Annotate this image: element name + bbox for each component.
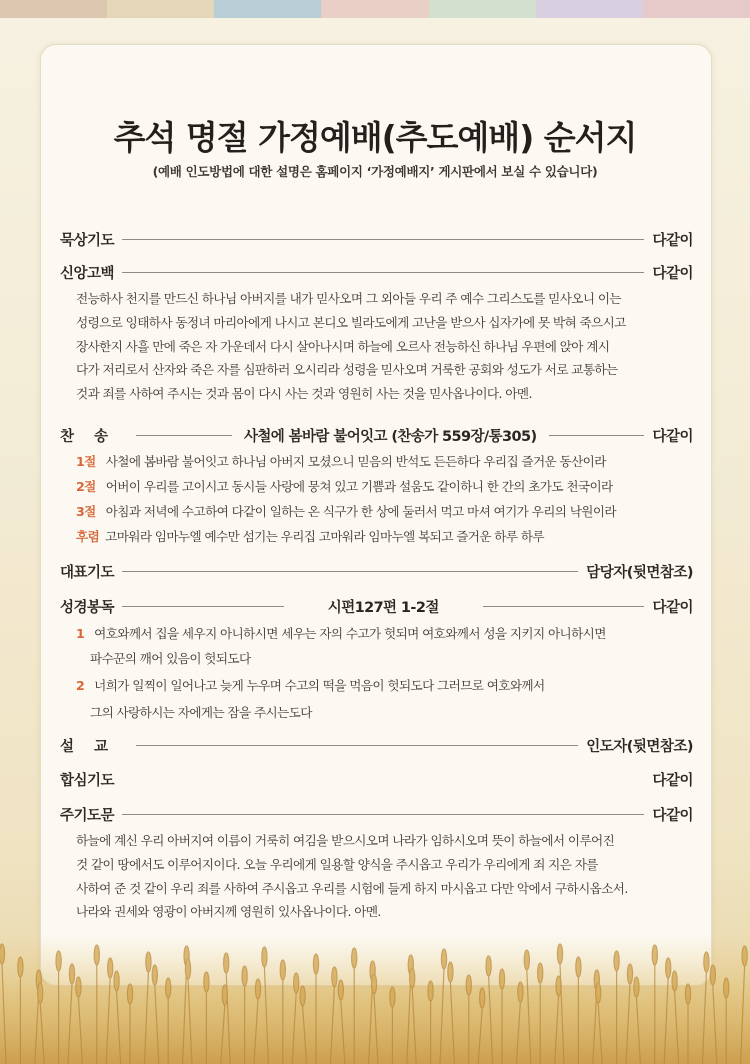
wheat-head: [724, 978, 729, 998]
row-value: 다같이: [652, 599, 694, 616]
row-label: 찬송: [60, 428, 129, 445]
color-strip: [536, 0, 643, 18]
verse-number: 3절: [76, 504, 96, 519]
hymn-title: 사철에 봄바람 불어잇고 (찬송가 559장/통305): [243, 428, 537, 445]
wheat-head: [204, 972, 209, 992]
wheat-head: [280, 960, 285, 980]
wheat-head: [255, 979, 260, 999]
wheat-head: [704, 952, 709, 972]
row-unison-prayer: [60, 768, 693, 790]
scripture-verse: [76, 623, 696, 645]
scripture-verse-continued: [90, 648, 710, 670]
row-label: 설교: [60, 738, 129, 755]
wheat-head: [166, 978, 171, 998]
wheat-head: [76, 977, 81, 997]
row-value: 담당자(뒷면참조): [586, 564, 693, 581]
wheat-head: [486, 956, 491, 976]
wheat-head: [56, 951, 61, 971]
row-value: 다같이: [652, 265, 693, 282]
row-value: 다같이: [652, 428, 694, 445]
hymn-refrain: [76, 526, 696, 548]
text-line: 사하여 준 것 같이 우리 죄를 사하여 주시옵고 우리를 시험에 들게 하지 마시옵고 다만 악에서 구하시옵소서.: [76, 880, 628, 896]
wheat-head: [557, 944, 562, 964]
wheat-head: [524, 950, 529, 970]
verse-number: 후렴: [76, 529, 100, 544]
wheat-head: [710, 965, 715, 985]
wheat-head: [69, 964, 74, 984]
row-scripture: [60, 595, 693, 617]
wheat-head: [685, 984, 690, 1004]
creed-text: [76, 287, 696, 406]
wheat-head: [94, 945, 99, 965]
color-strip: [321, 0, 428, 18]
scripture-verse-continued: [90, 702, 710, 724]
verse-text: 사철에 봄바람 불어잇고 하나님 아버지 모셨으니 믿음의 반석도 든든하다 우리집 즐거운 동산이라: [105, 454, 606, 469]
wheat-head: [127, 984, 132, 1004]
wheat-head: [614, 951, 619, 971]
wheat-head: [294, 973, 299, 993]
row-value: 다같이: [652, 807, 693, 824]
verse-text: 파수꾼의 깨어 있음이 헛되도다: [90, 651, 251, 666]
wheat-head: [38, 983, 43, 1003]
text-line: 성령으로 잉태하사 동정녀 마리아에게 나시고 본디오 빌라도에게 고난을 받으사 십자가에 못 박혀 죽으시고: [76, 314, 626, 330]
wheat-head: [466, 975, 471, 995]
wheat-head: [652, 945, 657, 965]
row-sermon: [60, 734, 693, 756]
wheat-head: [672, 971, 677, 991]
wheat-head: [666, 958, 671, 978]
wheat-head: [390, 987, 395, 1007]
wheat-head: [114, 971, 119, 991]
wheat-head: [499, 969, 504, 989]
wheat-head: [352, 948, 357, 968]
wheat-head: [441, 949, 446, 969]
leader-line: [122, 239, 644, 240]
leader-line: [122, 272, 644, 273]
wheat-head: [300, 986, 305, 1006]
row-value: 다같이: [652, 232, 693, 249]
row-hymn: [60, 424, 693, 446]
wheat-head: [185, 959, 190, 979]
row-label: 성경봉독: [60, 599, 115, 616]
wheat-head: [332, 967, 337, 987]
hymn-verse: [76, 501, 696, 523]
wheat-head: [0, 944, 5, 964]
leader-line: [136, 745, 578, 746]
row-representative-prayer: [60, 560, 693, 582]
verse-text: 아침과 저녁에 수고하여 다같이 일하는 온 식구가 한 상에 둘러서 먹고 마셔 여기가 우리의 낙원이라: [105, 504, 617, 519]
wheat-head: [576, 957, 581, 977]
wheat-head: [224, 953, 229, 973]
wheat-head: [410, 968, 415, 988]
color-strip: [643, 0, 750, 18]
hymn-verse: [76, 476, 696, 498]
wheat-field-illustration: [0, 934, 750, 1064]
text-line: 것 같이 땅에서도 이루어지이다. 오늘 우리에게 일용할 양식을 주시옵고 우리가 우리에게 죄 지은 자를: [76, 856, 598, 872]
leader-line: [136, 435, 232, 436]
verse-text: 고마워라 임마누엘 예수만 섬기는 우리집 고마워라 임마누엘 복되고 즐거운 하루 하루: [105, 529, 544, 544]
row-label: 대표기도: [60, 564, 115, 581]
hymn-verse: [76, 451, 696, 473]
verse-number: 2: [76, 678, 85, 693]
row-label: 합심기도: [60, 772, 115, 789]
wheat-head: [262, 947, 267, 967]
color-strip: [214, 0, 321, 18]
row-lords-prayer: [60, 803, 693, 825]
scripture-title: 시편127편 1-2절: [327, 599, 439, 616]
leader-line: [483, 606, 645, 607]
row-value: 인도자(뒷면참조): [586, 738, 693, 755]
row-label: 주기도문: [60, 807, 115, 824]
row-label: 신앙고백: [60, 265, 115, 282]
text-line: 장사한지 사흘 만에 죽은 자 가운데서 다시 살아나시며 하늘에 오르사 전능하신 하나님 우편에 앉아 계시: [76, 338, 610, 354]
text-line: 전능하사 천지를 만드신 하나님 아버지를 내가 믿사오며 그 외아들 우리 주 예수 그리스도를 믿사오니 이는: [76, 291, 621, 306]
text-line: 하늘에 계신 우리 아버지여 이름이 거룩히 여김을 받으시오며 나라가 임하시오며 뜻이 하늘에서 이루어진: [76, 833, 615, 848]
row-value: 다같이: [652, 772, 693, 789]
wheat-head: [480, 988, 485, 1008]
wheat-head: [518, 982, 523, 1002]
wheat-head: [313, 954, 318, 974]
leader-line: [122, 571, 578, 572]
wheat-head: [448, 962, 453, 982]
row-creed: [60, 261, 693, 283]
row-label: 묵상기도: [60, 232, 115, 249]
page-subtitle: (예배 인도방법에 대한 설명은 홈페이지 ‘가정예배지’ 게시판에서 보실 수 있습니다): [152, 164, 598, 179]
color-strip: [107, 0, 214, 18]
page-title: 추석 명절 가정예배(추도예배) 순서지: [113, 118, 637, 157]
text-line: 것과 죄를 사하여 주시는 것과 몸이 다시 사는 것과 영원히 사는 것을 믿사옵나이다. 아멘.: [76, 386, 532, 402]
text-line: 다가 저리로서 산자와 죽은 자를 심판하러 오시리라 성령을 믿사오며 거룩한 공회와 성도가 서로 교통하는: [76, 362, 618, 378]
wheat-head: [242, 966, 247, 986]
wheat-head: [146, 952, 151, 972]
wheat-head: [538, 963, 543, 983]
row-silent-prayer: [60, 228, 693, 250]
verse-text: 여호와께서 집을 세우지 아니하시면 세우는 자의 수고가 헛되며 여호와께서 성을 지키지 아니하시면: [94, 626, 606, 641]
wheat-head: [18, 957, 23, 977]
wheat-head: [152, 965, 157, 985]
scripture-verse: [76, 675, 696, 697]
verse-number: 2절: [76, 479, 96, 494]
leader-line: [122, 814, 644, 815]
text-line: 나라와 권세와 영광이 아버지께 영원히 있사옵나이다. 아멘.: [76, 904, 381, 920]
leader-line: [122, 606, 284, 607]
color-strip: [429, 0, 536, 18]
verse-number: 1: [76, 626, 85, 641]
verse-number: 1절: [76, 454, 96, 469]
top-color-bar: [0, 0, 750, 18]
wheat-head: [742, 946, 747, 966]
lords-prayer-text: [76, 829, 696, 924]
verse-text: 어버이 우리를 고이시고 동시들 사랑에 뭉쳐 있고 기쁨과 설움도 같이하니 한 간의 초가도 천국이라: [105, 479, 613, 494]
wheat-head: [627, 964, 632, 984]
wheat-head: [108, 958, 113, 978]
wheat-head: [338, 980, 343, 1000]
leader-line: [549, 435, 645, 436]
wheat-head: [634, 977, 639, 997]
verse-text: 그의 사랑하시는 자에게는 잠을 주시는도다: [90, 705, 312, 720]
wheat-head: [371, 974, 376, 994]
verse-text: 너희가 일찍이 일어나고 늦게 누우며 수고의 떡을 먹음이 헛되도다 그러므로 여호와께서: [94, 678, 545, 693]
wheat-head: [596, 983, 601, 1003]
color-strip: [0, 0, 107, 18]
wheat-head: [428, 981, 433, 1001]
